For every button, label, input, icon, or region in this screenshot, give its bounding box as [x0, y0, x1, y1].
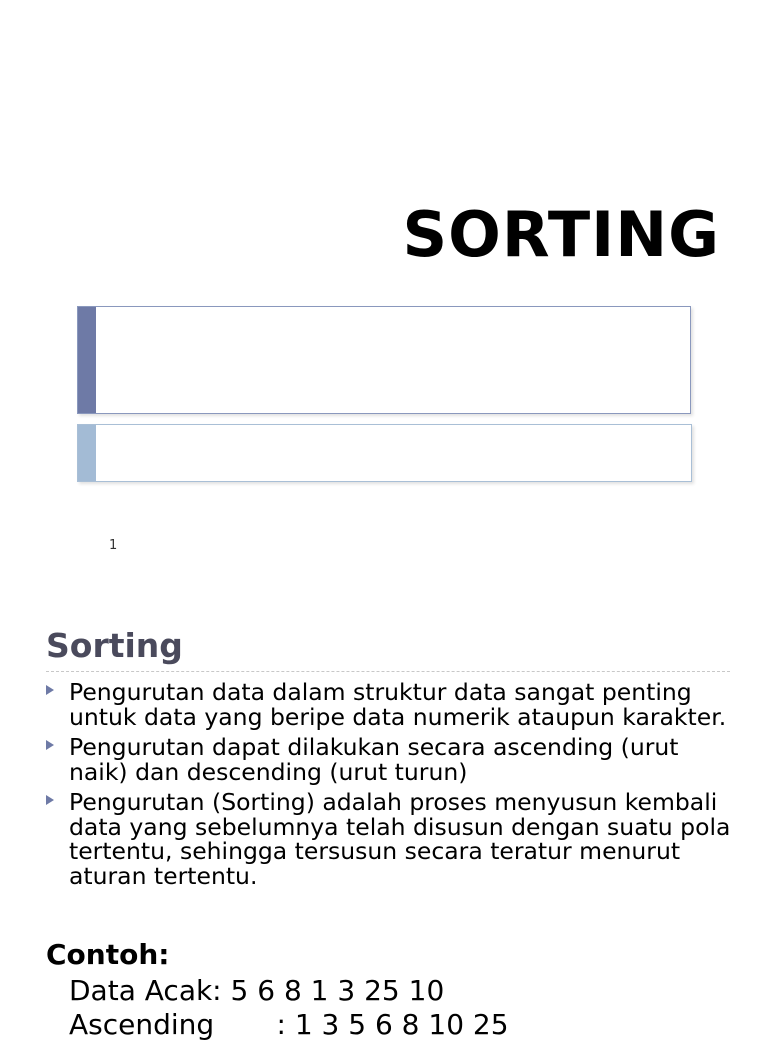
accent-bar-dark [78, 307, 96, 413]
triangle-right-icon [46, 795, 54, 805]
example-ascending-data: Ascending : 1 3 5 6 8 10 25 [69, 1008, 509, 1041]
bullet-list [46, 680, 736, 894]
example-random-data: Data Acak: 5 6 8 1 3 25 10 [69, 974, 445, 1007]
bullet-text: Pengurutan dapat dilakukan secara ascending (urut naik) dan descending (urut turun) [69, 733, 679, 786]
title-divider [46, 671, 730, 672]
bullet-text: Pengurutan (Sorting) adalah proses menyusun kembali data yang sebelumnya telah disusun dengan suatu pola tertentu, sehingga tersusun secara teratur menurut aturan tertentu. [69, 788, 731, 890]
subtitle-placeholder-box [77, 424, 692, 482]
bullet-item [46, 790, 736, 888]
page-number: 1 [109, 538, 118, 553]
example-heading: Contoh: [46, 938, 170, 971]
accent-bar-light [78, 425, 96, 481]
slide-title: SORTING [402, 198, 720, 271]
bullet-item [46, 735, 736, 784]
triangle-right-icon [46, 685, 54, 695]
title-placeholder-box [77, 306, 691, 414]
triangle-right-icon [46, 740, 54, 750]
section-title: Sorting [46, 626, 183, 665]
bullet-text: Pengurutan data dalam struktur data sangat penting untuk data yang beripe data numerik ataupun karakter. [69, 678, 727, 731]
bullet-item [46, 680, 736, 729]
